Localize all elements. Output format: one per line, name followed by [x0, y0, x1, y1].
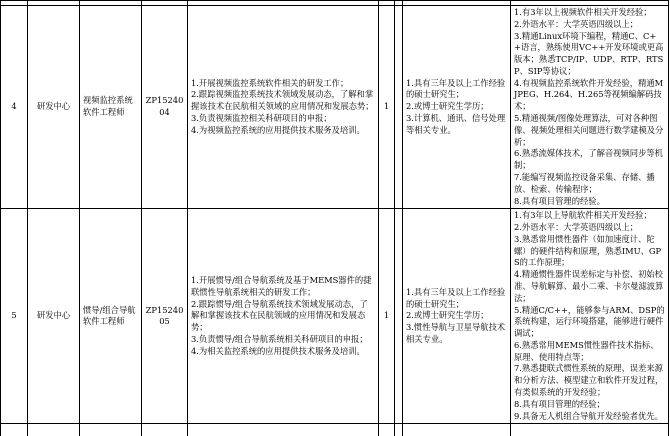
- duty-item: 3.负责视频监控相关科研项目的申报；: [191, 113, 332, 124]
- duty-item: 4.为相关监控系统的应用提供技术服务及培训。: [191, 345, 365, 356]
- qualifications-cell: [403, 209, 511, 424]
- qualifications-cell: [403, 6, 511, 209]
- requirement-item: 1.有3年以上视频软件相关开发经验；: [514, 7, 652, 17]
- position-code-cell: ZP1524004: [142, 6, 188, 209]
- qualification-item: 1.具有三年及以上工作经验的硕士研究生；: [406, 286, 506, 309]
- duties-cell: [188, 209, 379, 424]
- requirement-item: 4.精通惯性器件误差标定与补偿、初始校准、导航解算、最小二乘、卡尔曼滤波算法；: [514, 269, 664, 303]
- requirements-cell: [511, 209, 669, 424]
- requirement-item: 2.外语水平：大学英语四级以上；: [514, 18, 639, 29]
- table-row: [1, 6, 669, 209]
- requirement-item: 5.精通视频/图像处理算法，可对各种图像、视频处理相关问题进行数学建模及分析；: [514, 113, 664, 147]
- position-code-cell: ZP1524005: [142, 209, 188, 424]
- qualification-item: 2.或博士研究生学历；: [406, 310, 489, 321]
- duty-item: 2.跟踪惯导/组合导航系统技术领域发展动态，了解和掌握该技术在民航领域的应用情况和发展态势；: [191, 298, 368, 333]
- requirement-item: 8.具有项目管理的经验。: [514, 195, 605, 206]
- duties-cell: [188, 6, 379, 209]
- duty-item: 4.为视频监控系统的应用提供技术服务及培训。: [191, 124, 365, 135]
- requirements-cell: [511, 6, 669, 209]
- duty-item: 2.跟踪视频监控系统技术领域发展动态，了解和掌握该技术在民航相关领域的应用情况和发展态势；: [191, 89, 374, 112]
- requirement-item: 3.精通Linux环境下编程，精通C、C++语言，熟练使用VC++开发环境或更高版本；熟悉TCP/IP、UDP、RTP、RTSP、SIP等协议；: [514, 30, 664, 76]
- qualification-item: 2.或博士研究生学历；: [406, 101, 489, 112]
- requirement-item: 8.具有项目管理的经验；: [514, 398, 605, 409]
- position-cell: 惯导/组合导航软件工程师: [80, 209, 142, 424]
- row-index: 5: [1, 209, 28, 424]
- requirement-item: 3.熟悉常用惯性器件（如加速度计、陀螺）的硬件结构和原理，熟悉IMU、GPS的工作原理；: [514, 233, 662, 268]
- requirement-item: 4.有视频监控系统软件开发经验，精通MJPEG、H.264、H.265等视频编解码技术；: [514, 77, 664, 112]
- position-cell: 视频监控系统软件工程师: [80, 6, 142, 209]
- headcount-cell: 1: [379, 209, 395, 424]
- requirement-item: 7.熟悉捷联式惯性系统的原理、误差来源和分析方法、模型建立和软件开发过程，有类似系统的开发经验；: [514, 363, 664, 397]
- duty-item: 1.开展惯导/组合导航系统及基于MEMS器件的捷联惯性导航系统相关的研发工作；: [191, 275, 372, 297]
- qualification-item: 1.具有三年及以上工作经验的硕士研究生；: [406, 77, 506, 100]
- spacer-cell: [395, 6, 403, 209]
- department-cell: 研发中心: [28, 6, 80, 209]
- headcount-cell: 1: [379, 6, 395, 209]
- duty-item: 1.开展视频监控系统软件相关的研发工作；: [191, 77, 349, 88]
- row-index: 4: [1, 6, 28, 209]
- duty-item: 3.负责惯导/组合导航系统相关科研项目的申报；: [191, 333, 368, 344]
- requirement-item: 6.熟悉流媒体技术，了解音视频同步等机制；: [514, 148, 663, 171]
- qualification-item: 3.计算机、通讯、信号处理等相关专业。: [406, 113, 506, 135]
- table-row: [1, 209, 669, 424]
- requirement-item: 5.精通C/C++，能够参与ARM、DSP的系统构建，运行环境搭建，能够进行硬件调试；: [514, 304, 665, 339]
- requirement-item: 2.外语水平：大学英语四级以上；: [514, 222, 639, 233]
- requirement-item: 9.具备无人机组合导航开发经验者优先。: [514, 410, 663, 421]
- spacer-cell: [395, 209, 403, 424]
- qualification-item: 3.惯性导航与卫星导航技术相关专业。: [406, 322, 506, 344]
- requirement-item: 6.熟悉常用MEMS惯性器件技术指标、原理、使用特点等；: [514, 339, 659, 362]
- department-cell: 研发中心: [28, 209, 80, 424]
- requirement-item: 1.有3年以上导航软件相关开发经验；: [514, 210, 652, 221]
- requirement-item: 7.能编写视频监控设备采集、存储、播放、检索、传输程序；: [514, 171, 655, 194]
